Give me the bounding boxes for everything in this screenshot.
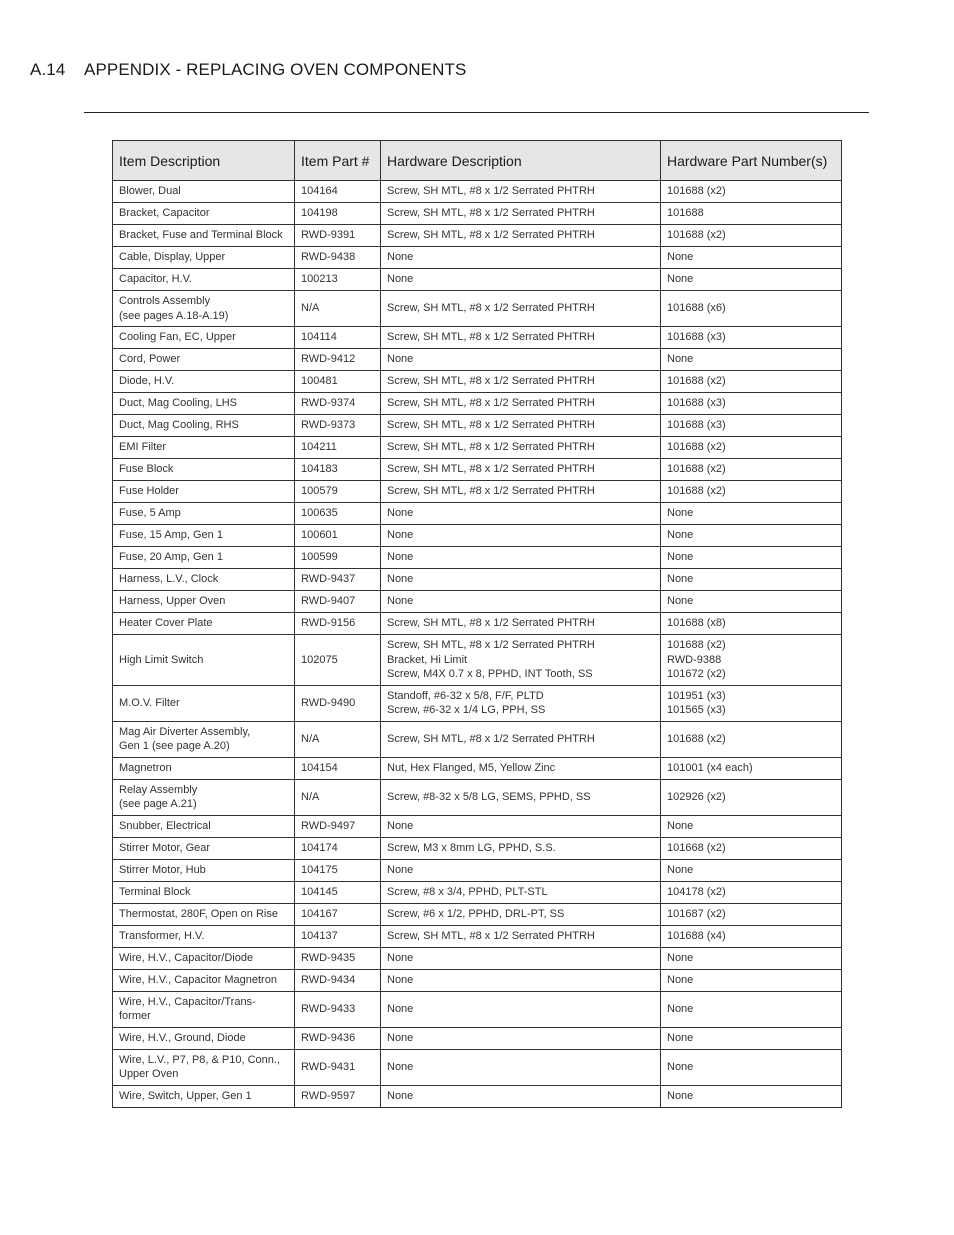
hardware-description-cell: Screw, #6 x 1/2, PPHD, DRL-PT, SS <box>381 903 661 925</box>
hardware-part-numbers-cell: 101688 (x2) <box>661 459 842 481</box>
item-description-cell: Fuse, 5 Amp <box>113 503 295 525</box>
hardware-description-cell: Screw, SH MTL, #8 x 1/2 Serrated PHTRH <box>381 721 661 757</box>
hardware-description-cell: None <box>381 1085 661 1107</box>
item-part-number-cell: RWD-9374 <box>295 393 381 415</box>
item-description-cell: Fuse, 20 Amp, Gen 1 <box>113 547 295 569</box>
item-description-cell: Thermostat, 280F, Open on Rise <box>113 903 295 925</box>
item-description-cell: Wire, Switch, Upper, Gen 1 <box>113 1085 295 1107</box>
table-row <box>113 1049 842 1085</box>
hardware-description-cell: Screw, SH MTL, #8 x 1/2 Serrated PHTRH <box>381 415 661 437</box>
item-description-cell: Wire, H.V., Capacitor/Trans- former <box>113 991 295 1027</box>
hardware-part-numbers-cell: 101001 (x4 each) <box>661 757 842 779</box>
hardware-part-numbers-cell: None <box>661 1085 842 1107</box>
hardware-description-cell: None <box>381 1049 661 1085</box>
table-row <box>113 947 842 969</box>
hardware-description-cell: Screw, SH MTL, #8 x 1/2 Serrated PHTRH <box>381 613 661 635</box>
hardware-description-cell: Screw, #8 x 3/4, PPHD, PLT-STL <box>381 881 661 903</box>
item-description-cell: Heater Cover Plate <box>113 613 295 635</box>
item-description-cell: Wire, H.V., Capacitor Magnetron <box>113 969 295 991</box>
hardware-description-cell: None <box>381 547 661 569</box>
item-description-cell: Bracket, Capacitor <box>113 203 295 225</box>
table-row <box>113 327 842 349</box>
item-part-number-cell: RWD-9373 <box>295 415 381 437</box>
table-row <box>113 349 842 371</box>
hardware-part-numbers-cell: 101688 <box>661 203 842 225</box>
hardware-part-numbers-cell: 101688 (x2) <box>661 481 842 503</box>
table-row <box>113 591 842 613</box>
hardware-part-numbers-cell: 101688 (x2) RWD-9388 101672 (x2) <box>661 635 842 686</box>
item-description-cell: Harness, Upper Oven <box>113 591 295 613</box>
hardware-part-numbers-cell: None <box>661 247 842 269</box>
item-part-number-cell: 100213 <box>295 269 381 291</box>
item-description-cell: Cable, Display, Upper <box>113 247 295 269</box>
item-description-cell: Relay Assembly (see page A.21) <box>113 779 295 815</box>
hardware-part-numbers-cell: None <box>661 969 842 991</box>
table-row <box>113 525 842 547</box>
hardware-part-numbers-cell: None <box>661 569 842 591</box>
hardware-description-cell: Screw, SH MTL, #8 x 1/2 Serrated PHTRH <box>381 291 661 327</box>
item-description-cell: Fuse Block <box>113 459 295 481</box>
item-description-cell: High Limit Switch <box>113 635 295 686</box>
item-part-number-cell: 100601 <box>295 525 381 547</box>
item-description-cell: Mag Air Diverter Assembly, Gen 1 (see page A.20) <box>113 721 295 757</box>
table-row <box>113 437 842 459</box>
item-description-cell: Blower, Dual <box>113 181 295 203</box>
hardware-part-numbers-cell: 101688 (x3) <box>661 327 842 349</box>
hardware-part-numbers-cell: 104178 (x2) <box>661 881 842 903</box>
hardware-description-cell: Screw, SH MTL, #8 x 1/2 Serrated PHTRH <box>381 327 661 349</box>
table-row <box>113 269 842 291</box>
item-part-number-cell: RWD-9497 <box>295 815 381 837</box>
table-row <box>113 247 842 269</box>
column-header-hardware-description: Hardware Description <box>381 141 661 181</box>
table-row <box>113 721 842 757</box>
table-row <box>113 903 842 925</box>
hardware-part-numbers-cell: None <box>661 1027 842 1049</box>
table-row <box>113 881 842 903</box>
item-part-number-cell: 104183 <box>295 459 381 481</box>
item-description-cell: Fuse Holder <box>113 481 295 503</box>
table-row <box>113 859 842 881</box>
table-row <box>113 757 842 779</box>
item-part-number-cell: 104211 <box>295 437 381 459</box>
item-part-number-cell: 104175 <box>295 859 381 881</box>
hardware-part-numbers-cell: 101688 (x3) <box>661 415 842 437</box>
hardware-part-numbers-cell: 101688 (x8) <box>661 613 842 635</box>
item-description-cell: EMI Filter <box>113 437 295 459</box>
item-part-number-cell: RWD-9433 <box>295 991 381 1027</box>
table-row <box>113 481 842 503</box>
hardware-part-numbers-cell: 101688 (x4) <box>661 925 842 947</box>
item-part-number-cell: 100481 <box>295 371 381 393</box>
item-description-cell: Terminal Block <box>113 881 295 903</box>
hardware-description-cell: Nut, Hex Flanged, M5, Yellow Zinc <box>381 757 661 779</box>
item-part-number-cell: RWD-9438 <box>295 247 381 269</box>
hardware-part-numbers-cell: None <box>661 547 842 569</box>
item-description-cell: Duct, Mag Cooling, LHS <box>113 393 295 415</box>
table-row <box>113 503 842 525</box>
hardware-description-cell: Screw, SH MTL, #8 x 1/2 Serrated PHTRH <box>381 925 661 947</box>
hardware-description-cell: Screw, SH MTL, #8 x 1/2 Serrated PHTRH <box>381 203 661 225</box>
item-part-number-cell: 104198 <box>295 203 381 225</box>
item-description-cell: Stirrer Motor, Gear <box>113 837 295 859</box>
item-part-number-cell: RWD-9391 <box>295 225 381 247</box>
table-row <box>113 815 842 837</box>
table-row <box>113 635 842 686</box>
item-part-number-cell: 104164 <box>295 181 381 203</box>
item-part-number-cell: 102075 <box>295 635 381 686</box>
hardware-description-cell: None <box>381 349 661 371</box>
item-description-cell: Transformer, H.V. <box>113 925 295 947</box>
item-description-cell: M.O.V. Filter <box>113 685 295 721</box>
section-number: A.14 <box>30 60 66 79</box>
table-row <box>113 837 842 859</box>
table-header-row <box>113 141 842 181</box>
table-row <box>113 415 842 437</box>
table-row <box>113 393 842 415</box>
hardware-description-cell: Screw, SH MTL, #8 x 1/2 Serrated PHTRH <box>381 437 661 459</box>
item-part-number-cell: 104167 <box>295 903 381 925</box>
hardware-description-cell: Screw, SH MTL, #8 x 1/2 Serrated PHTRH <box>381 181 661 203</box>
hardware-description-cell: Screw, SH MTL, #8 x 1/2 Serrated PHTRH <box>381 225 661 247</box>
hardware-part-numbers-cell: 101688 (x2) <box>661 225 842 247</box>
column-header-hardware-part-numbers: Hardware Part Number(s) <box>661 141 842 181</box>
item-description-cell: Cooling Fan, EC, Upper <box>113 327 295 349</box>
hardware-description-cell: Screw, SH MTL, #8 x 1/2 Serrated PHTRH <box>381 481 661 503</box>
hardware-description-cell: Screw, SH MTL, #8 x 1/2 Serrated PHTRH <box>381 371 661 393</box>
hardware-description-cell: None <box>381 991 661 1027</box>
header-divider <box>84 112 869 113</box>
item-description-cell: Wire, H.V., Capacitor/Diode <box>113 947 295 969</box>
hardware-description-cell: None <box>381 569 661 591</box>
item-part-number-cell: 104145 <box>295 881 381 903</box>
hardware-part-numbers-cell: None <box>661 503 842 525</box>
item-description-cell: Stirrer Motor, Hub <box>113 859 295 881</box>
item-part-number-cell: 104137 <box>295 925 381 947</box>
item-description-cell: Snubber, Electrical <box>113 815 295 837</box>
hardware-part-numbers-cell: None <box>661 947 842 969</box>
hardware-part-numbers-cell: 101688 (x6) <box>661 291 842 327</box>
column-header-item-description: Item Description <box>113 141 295 181</box>
hardware-description-cell: None <box>381 815 661 837</box>
item-part-number-cell: RWD-9431 <box>295 1049 381 1085</box>
item-part-number-cell: 104114 <box>295 327 381 349</box>
hardware-description-cell: Screw, SH MTL, #8 x 1/2 Serrated PHTRH <box>381 459 661 481</box>
item-part-number-cell: RWD-9407 <box>295 591 381 613</box>
hardware-description-cell: None <box>381 247 661 269</box>
item-description-cell: Cord, Power <box>113 349 295 371</box>
hardware-description-cell: None <box>381 591 661 613</box>
hardware-part-numbers-cell: 101688 (x2) <box>661 181 842 203</box>
hardware-part-numbers-cell: None <box>661 349 842 371</box>
hardware-description-cell: None <box>381 969 661 991</box>
section-title: APPENDIX - REPLACING OVEN COMPONENTS <box>84 60 467 79</box>
parts-table <box>112 140 842 1108</box>
item-part-number-cell: RWD-9436 <box>295 1027 381 1049</box>
table-row <box>113 181 842 203</box>
hardware-part-numbers-cell: 101688 (x3) <box>661 393 842 415</box>
table-row <box>113 685 842 721</box>
hardware-part-numbers-cell: 102926 (x2) <box>661 779 842 815</box>
hardware-part-numbers-cell: 101668 (x2) <box>661 837 842 859</box>
item-description-cell: Duct, Mag Cooling, RHS <box>113 415 295 437</box>
item-description-cell: Wire, L.V., P7, P8, & P10, Conn., Upper Oven <box>113 1049 295 1085</box>
hardware-description-cell: None <box>381 859 661 881</box>
hardware-description-cell: None <box>381 947 661 969</box>
table-row <box>113 969 842 991</box>
table-row <box>113 225 842 247</box>
item-part-number-cell: RWD-9597 <box>295 1085 381 1107</box>
hardware-description-cell: Screw, M3 x 8mm LG, PPHD, S.S. <box>381 837 661 859</box>
table-row <box>113 203 842 225</box>
hardware-description-cell: None <box>381 1027 661 1049</box>
item-description-cell: Bracket, Fuse and Terminal Block <box>113 225 295 247</box>
item-description-cell: Magnetron <box>113 757 295 779</box>
hardware-part-numbers-cell: None <box>661 991 842 1027</box>
item-part-number-cell: RWD-9490 <box>295 685 381 721</box>
item-part-number-cell: N/A <box>295 779 381 815</box>
item-description-cell: Fuse, 15 Amp, Gen 1 <box>113 525 295 547</box>
hardware-description-cell: Screw, SH MTL, #8 x 1/2 Serrated PHTRH <box>381 393 661 415</box>
hardware-part-numbers-cell: None <box>661 525 842 547</box>
table-row <box>113 459 842 481</box>
item-description-cell: Controls Assembly (see pages A.18-A.19) <box>113 291 295 327</box>
item-part-number-cell: N/A <box>295 721 381 757</box>
hardware-part-numbers-cell: 101687 (x2) <box>661 903 842 925</box>
hardware-part-numbers-cell: None <box>661 1049 842 1085</box>
table-body <box>113 181 842 1108</box>
item-description-cell: Harness, L.V., Clock <box>113 569 295 591</box>
table-row <box>113 925 842 947</box>
item-description-cell: Wire, H.V., Ground, Diode <box>113 1027 295 1049</box>
item-part-number-cell: 104174 <box>295 837 381 859</box>
hardware-part-numbers-cell: None <box>661 269 842 291</box>
table-row <box>113 991 842 1027</box>
hardware-part-numbers-cell: None <box>661 815 842 837</box>
hardware-description-cell: None <box>381 503 661 525</box>
table-row <box>113 569 842 591</box>
item-part-number-cell: RWD-9437 <box>295 569 381 591</box>
item-description-cell: Diode, H.V. <box>113 371 295 393</box>
table-row <box>113 1085 842 1107</box>
hardware-part-numbers-cell: None <box>661 859 842 881</box>
table-row <box>113 1027 842 1049</box>
table-row <box>113 371 842 393</box>
item-part-number-cell: RWD-9434 <box>295 969 381 991</box>
hardware-description-cell: Screw, SH MTL, #8 x 1/2 Serrated PHTRH Bracket, Hi Limit Screw, M4X 0.7 x 8, PPHD, INT Tooth, SS <box>381 635 661 686</box>
item-description-cell: Capacitor, H.V. <box>113 269 295 291</box>
hardware-part-numbers-cell: 101688 (x2) <box>661 437 842 459</box>
hardware-description-cell: None <box>381 525 661 547</box>
hardware-part-numbers-cell: None <box>661 591 842 613</box>
table-row <box>113 547 842 569</box>
item-part-number-cell: 100579 <box>295 481 381 503</box>
table-row <box>113 613 842 635</box>
item-part-number-cell: RWD-9156 <box>295 613 381 635</box>
hardware-part-numbers-cell: 101951 (x3) 101565 (x3) <box>661 685 842 721</box>
item-part-number-cell: RWD-9412 <box>295 349 381 371</box>
section-heading <box>30 60 466 80</box>
hardware-description-cell: None <box>381 269 661 291</box>
item-part-number-cell: 100599 <box>295 547 381 569</box>
column-header-item-part-number: Item Part # <box>295 141 381 181</box>
hardware-description-cell: Standoff, #6-32 x 5/8, F/F, PLTD Screw, #6-32 x 1/4 LG, PPH, SS <box>381 685 661 721</box>
item-part-number-cell: 104154 <box>295 757 381 779</box>
hardware-description-cell: Screw, #8-32 x 5/8 LG, SEMS, PPHD, SS <box>381 779 661 815</box>
table-row <box>113 291 842 327</box>
hardware-part-numbers-cell: 101688 (x2) <box>661 371 842 393</box>
hardware-part-numbers-cell: 101688 (x2) <box>661 721 842 757</box>
item-part-number-cell: N/A <box>295 291 381 327</box>
table-row <box>113 779 842 815</box>
item-part-number-cell: RWD-9435 <box>295 947 381 969</box>
item-part-number-cell: 100635 <box>295 503 381 525</box>
